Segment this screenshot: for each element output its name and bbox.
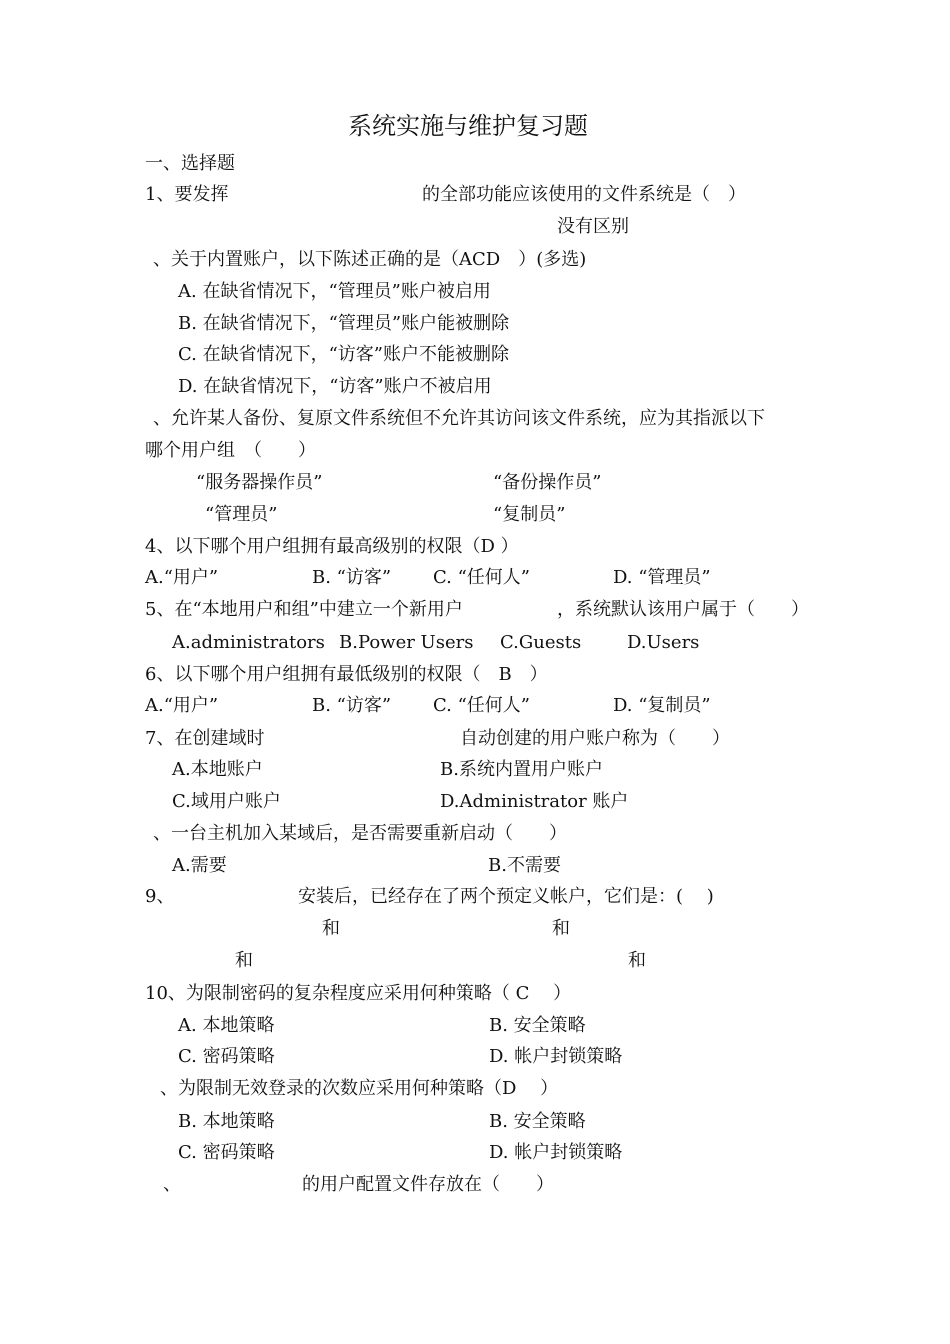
question-9-option-and-4: 和: [628, 950, 646, 971]
question-7-option-d: D.Administrator 账户: [440, 791, 629, 812]
question-10-option-d: D. 帐户封锁策略: [489, 1046, 623, 1067]
question-8-option-b: B.不需要: [488, 855, 561, 876]
question-10-stem: 10、为限制密码的复杂程度应采用何种策略（ C ）: [145, 983, 572, 1004]
question-4-option-a: A.“用户”: [145, 567, 219, 588]
question-2-option-c: C. 在缺省情况下，“访客”账户不能被删除: [178, 344, 509, 365]
question-2-option-b: B. 在缺省情况下，“管理员”账户能被删除: [178, 313, 510, 334]
question-3-stem-line2: 哪个用户组 （ ）: [145, 440, 316, 461]
question-5-option-c: C.Guests: [500, 632, 582, 653]
question-3-option-2: “备份操作员”: [493, 472, 602, 493]
question-7-option-b: B.系统内置用户账户: [440, 759, 603, 780]
question-9-option-and-2: 和: [552, 918, 570, 939]
question-10-option-a: A. 本地策略: [178, 1015, 275, 1036]
question-8-option-a: A.需要: [172, 855, 227, 876]
question-2-option-a: A. 在缺省情况下，“管理员”账户被启用: [178, 281, 491, 302]
question-7-option-a: A.本地账户: [172, 759, 263, 780]
question-9-stem-start: 9、: [145, 886, 175, 907]
question-5-stem-end: ，系统默认该用户属于（ ）: [557, 599, 809, 620]
question-6-option-c: C. “任何人”: [433, 695, 530, 716]
question-10-option-c: C. 密码策略: [178, 1046, 275, 1067]
question-5-stem-start: 5、在“本地用户和组”中建立一个新用户: [145, 599, 463, 620]
question-9-option-and-3: 和: [235, 950, 253, 971]
question-12-stem-start: 、: [163, 1174, 181, 1195]
question-9-stem-end: 安装后，已经存在了两个预定义帐户，它们是：( ): [298, 886, 714, 907]
question-3-option-4: “复制员”: [493, 504, 566, 525]
question-6-option-a: A.“用户”: [145, 695, 219, 716]
question-11-stem: 、为限制无效登录的次数应采用何种策略（D ）: [160, 1078, 559, 1099]
question-4-option-c: C. “任何人”: [433, 567, 530, 588]
question-7-stem-end: 自动创建的用户账户称为（ ）: [460, 728, 730, 749]
question-1-stem-start: 1、要发挥: [145, 184, 229, 205]
question-7-stem-start: 7、在创建域时: [145, 728, 265, 749]
question-11-option-2: B. 安全策略: [489, 1111, 586, 1132]
question-5-option-a: A.administrators: [172, 632, 325, 653]
question-11-option-3: C. 密码策略: [178, 1142, 275, 1163]
question-6-option-d: D. “复制员”: [613, 695, 711, 716]
question-8-stem: 、一台主机加入某域后，是否需要重新启动（ ）: [153, 823, 567, 844]
question-6-option-b: B. “访客”: [312, 695, 392, 716]
question-3-stem-line1: 、允许某人备份、复原文件系统但不允许其访问该文件系统，应为其指派以下: [153, 408, 765, 429]
question-1-option: 没有区别: [557, 216, 629, 237]
section-heading: 一、选择题: [145, 153, 235, 174]
question-6-stem: 6、以下哪个用户组拥有最低级别的权限（ B ）: [145, 664, 548, 685]
question-5-option-d: D.Users: [627, 632, 700, 653]
document-title: 系统实施与维护复习题: [348, 112, 588, 140]
question-10-option-b: B. 安全策略: [489, 1015, 586, 1036]
question-3-option-1: “服务器操作员”: [196, 472, 323, 493]
question-12-stem-end: 的用户配置文件存放在（ ）: [302, 1174, 554, 1195]
question-4-option-d: D. “管理员”: [613, 567, 711, 588]
question-1-stem-end: 的全部功能应该使用的文件系统是（ ）: [422, 184, 746, 205]
question-4-stem: 4、以下哪个用户组拥有最高级别的权限（D ）: [145, 536, 519, 557]
question-2-stem: 、关于内置账户，以下陈述正确的是（ACD ）(多选): [153, 249, 587, 270]
question-5-option-b: B.Power Users: [339, 632, 474, 653]
question-2-option-d: D. 在缺省情况下，“访客”账户不被启用: [178, 376, 492, 397]
question-4-option-b: B. “访客”: [312, 567, 392, 588]
question-11-option-4: D. 帐户封锁策略: [489, 1142, 623, 1163]
question-11-option-1: B. 本地策略: [178, 1111, 275, 1132]
question-7-option-c: C.域用户账户: [172, 791, 281, 812]
question-3-option-3: “管理员”: [205, 504, 278, 525]
question-9-option-and-1: 和: [322, 918, 340, 939]
